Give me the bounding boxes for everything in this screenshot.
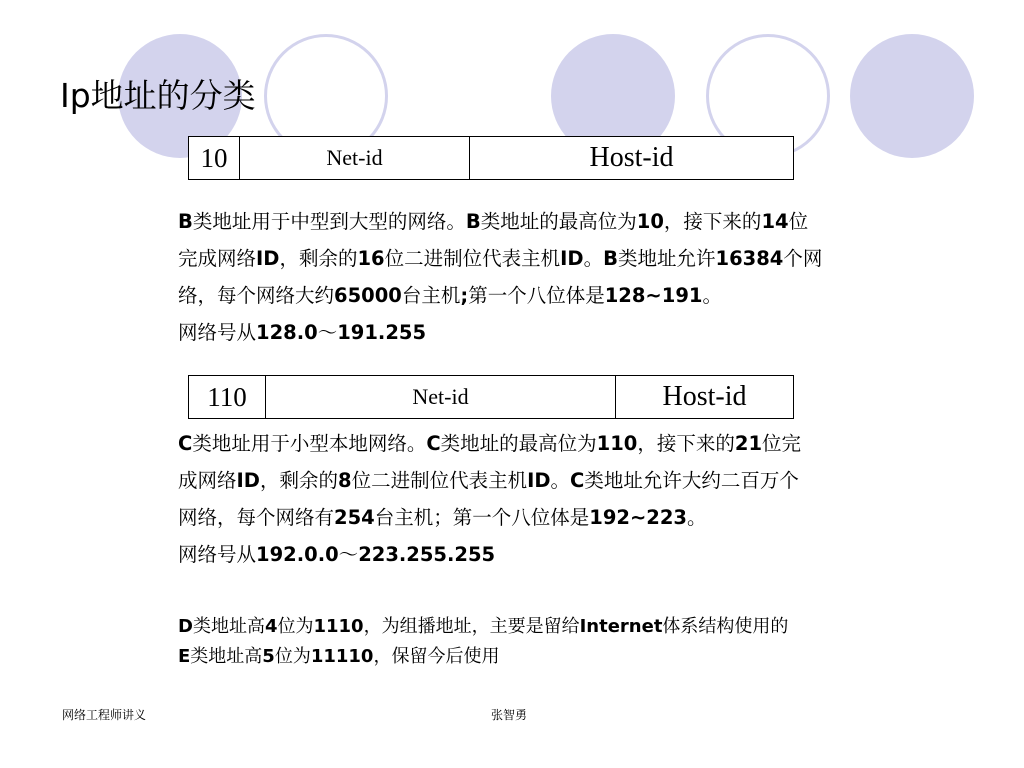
footer-left-text: 网络工程师讲义 [62, 708, 147, 722]
class-c-line-4: 网络号从192.0.0～223.255.255 [178, 543, 496, 566]
class-de-description [178, 612, 788, 672]
class-c-line-1: C类地址用于小型本地网络。C类地址的最高位为110，接下来的21位完 [178, 432, 802, 455]
class-b-description [178, 203, 822, 351]
class-b-prefix-cell: 10 [189, 137, 240, 179]
class-c-host-id-cell: Host-id [662, 381, 747, 412]
class-b-format-table [188, 136, 794, 180]
slide-title: Ip地址的分类 [60, 76, 256, 115]
class-d-line: D类地址高4位为1110，为组播地址，主要是留给Internet体系结构使用的 [178, 616, 789, 637]
class-c-description [178, 425, 801, 573]
class-c-net-id-cell: Net-id [266, 376, 616, 418]
class-b-line-3: 络，每个网络大约65000台主机;第一个八位体是128~191。 [178, 284, 722, 307]
class-c-prefix-cell: 110 [189, 376, 266, 418]
class-b-net-id-cell: Net-id [240, 137, 470, 179]
class-c-line-3: 网络，每个网络有254台主机；第一个八位体是192~223。 [178, 506, 707, 529]
class-b-line-4: 网络号从128.0～191.255 [178, 321, 427, 344]
class-b-host-id-cell: Host-id [589, 142, 674, 173]
class-c-format-table [188, 375, 794, 419]
class-b-line-2: 完成网络ID，剩余的16位二进制位代表主机ID。B类地址允许16384个网 [178, 247, 823, 270]
footer-author: 张智勇 [491, 708, 528, 722]
class-c-line-2: 成网络ID，剩余的8位二进制位代表主机ID。C类地址允许大约二百万个 [178, 469, 799, 492]
class-e-line: E类地址高5位为11110，保留今后使用 [178, 646, 500, 667]
decor-circle-5 [850, 34, 974, 158]
class-b-line-1: B类地址用于中型到大型的网络。B类地址的最高位为10，接下来的14位 [178, 210, 809, 233]
